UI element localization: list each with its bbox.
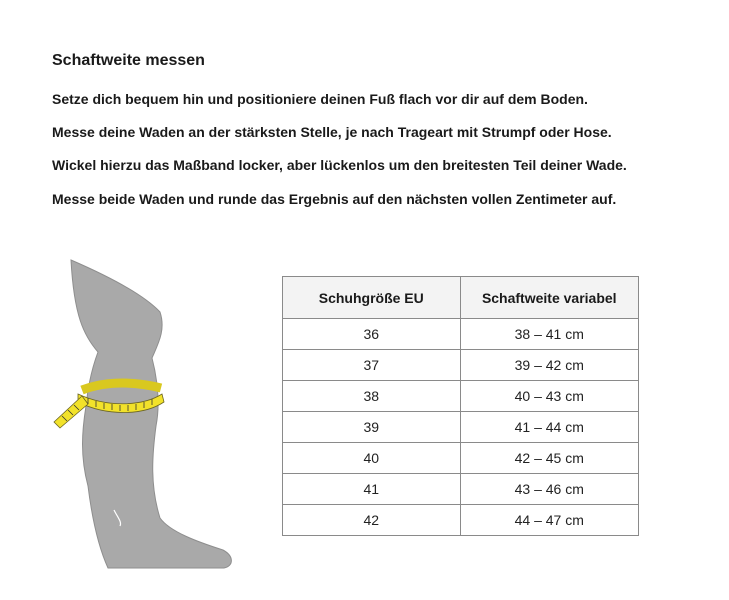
instruction-sit: Setze dich bequem hin und positioniere deinen Fuß flach vor dir auf dem Boden. bbox=[52, 91, 588, 107]
shoe-size-cell: 37 bbox=[283, 350, 461, 381]
shaft-width-cell: 40 – 43 cm bbox=[460, 381, 639, 412]
header-shoe-size: Schuhgröße EU bbox=[283, 277, 461, 319]
instruction-measure-calf: Messe deine Waden an der stärksten Stelle, je nach Trageart mit Strumpf oder Hose. bbox=[52, 124, 612, 140]
table-header-row bbox=[283, 277, 639, 319]
table-row bbox=[283, 350, 639, 381]
shaft-width-cell: 42 – 45 cm bbox=[460, 443, 639, 474]
table-row bbox=[283, 381, 639, 412]
table-row bbox=[283, 443, 639, 474]
table-row bbox=[283, 319, 639, 350]
table-row bbox=[283, 505, 639, 536]
shoe-size-cell: 38 bbox=[283, 381, 461, 412]
instruction-round-up: Messe beide Waden und runde das Ergebnis auf den nächsten vollen Zentimeter auf. bbox=[52, 191, 617, 207]
leg-measuring-tape-illustration bbox=[48, 256, 238, 576]
size-table bbox=[282, 276, 639, 536]
shaft-width-cell: 41 – 44 cm bbox=[460, 412, 639, 443]
instruction-wrap-tape: Wickel hierzu das Maßband locker, aber lückenlos um den breitesten Teil deiner Wade. bbox=[52, 157, 627, 173]
shoe-size-cell: 39 bbox=[283, 412, 461, 443]
leg-silhouette bbox=[71, 260, 231, 568]
shoe-size-cell: 42 bbox=[283, 505, 461, 536]
shoe-size-cell: 36 bbox=[283, 319, 461, 350]
shoe-size-cell: 40 bbox=[283, 443, 461, 474]
shaft-width-cell: 39 – 42 cm bbox=[460, 350, 639, 381]
shaft-width-cell: 43 – 46 cm bbox=[460, 474, 639, 505]
header-shaft-width: Schaftweite variabel bbox=[460, 277, 639, 319]
page-title: Schaftweite messen bbox=[52, 52, 205, 69]
shaft-width-cell: 44 – 47 cm bbox=[460, 505, 639, 536]
shaft-width-cell: 38 – 41 cm bbox=[460, 319, 639, 350]
table-row bbox=[283, 474, 639, 505]
table-row bbox=[283, 412, 639, 443]
shoe-size-cell: 41 bbox=[283, 474, 461, 505]
tape-end bbox=[54, 396, 88, 428]
